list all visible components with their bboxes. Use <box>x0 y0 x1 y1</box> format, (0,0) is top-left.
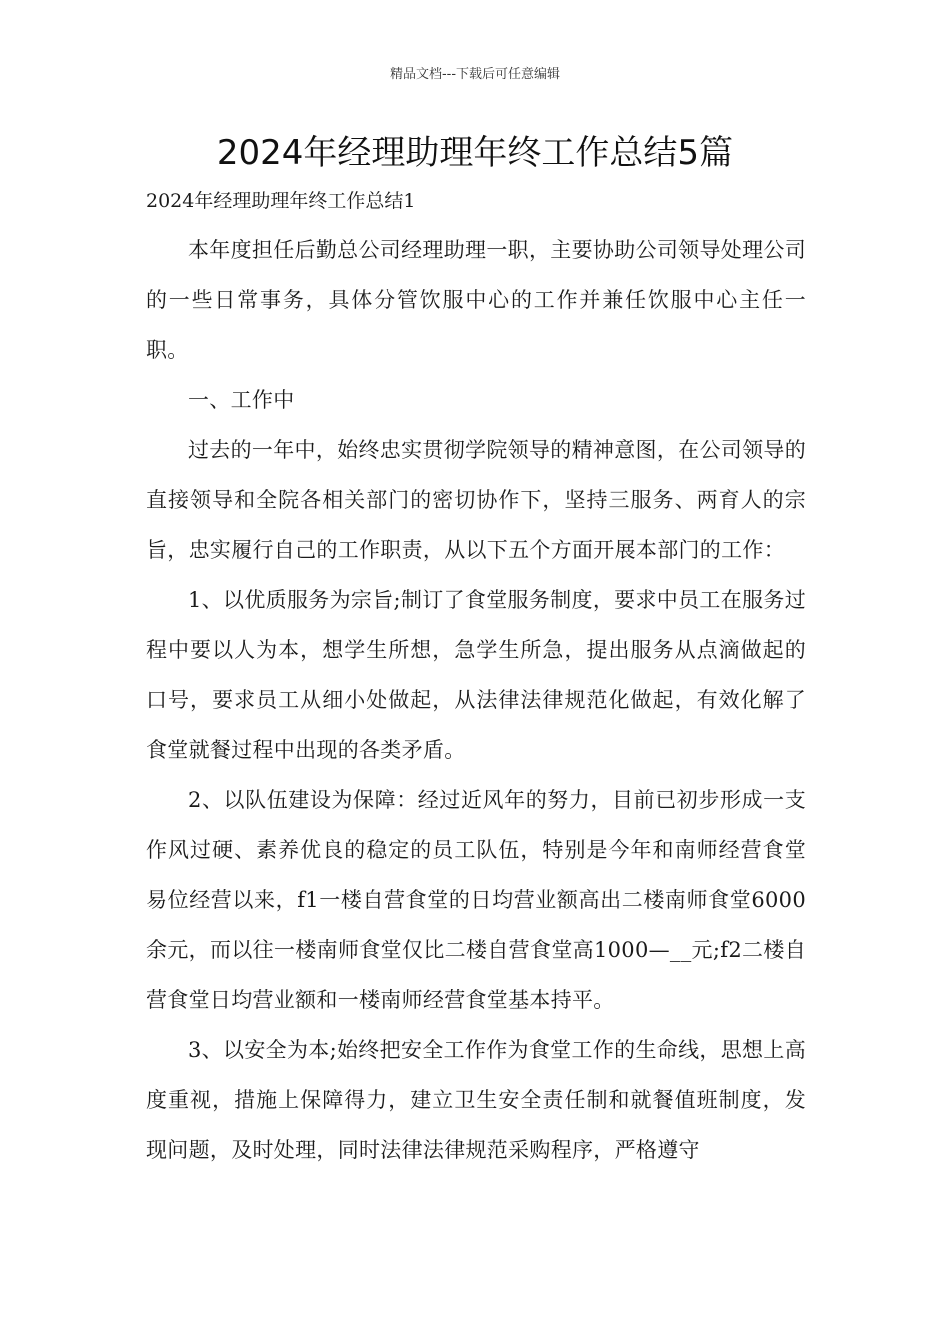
paragraph-item-2: 2、以队伍建设为保障：经过近风年的努力，目前已初步形成一支作风过硬、素养优良的稳定的员工队伍，特别是今年和南师经营食堂易位经营以来，f1一楼自营食堂的日均营业额高出二楼南师食堂6000余元，而以往一楼南师食堂仅比二楼自营食堂高1000—__元;f2二楼自营食堂日均营业额和一楼南师经营食堂基本持平。 <box>146 788 806 1012</box>
paragraph-intro: 本年度担任后勤总公司经理助理一职，主要协助公司领导处理公司的一些日常事务，具体分管饮服中心的工作并兼任饮服中心主任一职。 <box>146 238 806 362</box>
paragraph-item-1: 1、以优质服务为宗旨;制订了食堂服务制度，要求中员工在服务过程中要以人为本，想学生所想，急学生所急，提出服务从点滴做起的口号，要求员工从细小处做起，从法律法律规范化做起，有效化解了食堂就餐过程中出现的各类矛盾。 <box>146 588 806 762</box>
paragraph-item-3: 3、以安全为本;始终把安全工作作为食堂工作的生命线，思想上高度重视，措施上保障得力，建立卫生安全责任制和就餐值班制度，发现问题，及时处理，同时法律法律规范采购程序，严格遵守 <box>146 1038 806 1162</box>
document-title: 2024年经理助理年终工作总结5篇 <box>216 133 734 173</box>
page-header: 精品文档---下载后可任意编辑 <box>389 67 561 82</box>
document-subtitle: 2024年经理助理年终工作总结1 <box>146 190 416 212</box>
document-body <box>146 225 806 1175</box>
paragraph-overview: 过去的一年中，始终忠实贯彻学院领导的精神意图，在公司领导的直接领导和全院各相关部门的密切协作下，坚持三服务、两育人的宗旨，忠实履行自己的工作职责，从以下五个方面开展本部门的工作： <box>146 438 806 562</box>
section-heading: 一、工作中 <box>188 388 295 412</box>
